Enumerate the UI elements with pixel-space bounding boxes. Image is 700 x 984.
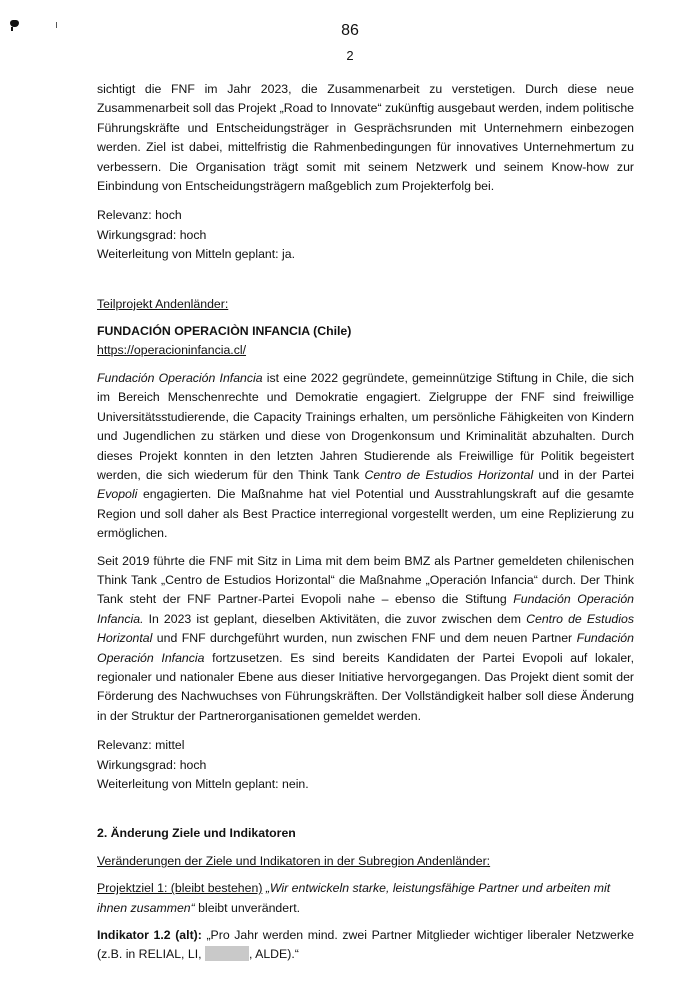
document-body — [97, 80, 634, 965]
indikator-paragraph — [97, 926, 634, 965]
text-run-italic: Fundación Operación Infancia — [97, 631, 634, 665]
page-number: 86 — [341, 22, 359, 39]
section-subheading: Veränderungen der Ziele und Indikatoren in der Subregion Andenländer: — [97, 853, 491, 868]
text-run: Seit 2019 führte die FNF mit Sitz in Lima mit dem beim BMZ als Partner gemeldeten chilenischen Think Tank „Centro de Estudios Horizontal“ die Maßnahme „Operación Infancia“ durch. Der Think Tank steht der FNF Partner-Partei Evopoli nahe – ebenso die Stiftung — [97, 553, 634, 607]
section-heading: 2. Änderung Ziele und Indikatoren — [97, 826, 296, 841]
org-name-italic: Fundación Operación Infancia — [97, 370, 263, 385]
indikator-text-end: , ALDE).“ — [248, 947, 299, 962]
teilprojekt-weiterleitung: Weiterleitung von Mitteln geplant: nein. — [97, 777, 309, 791]
teilprojekt-label: Teilprojekt Andenländer: — [97, 296, 229, 311]
text-run: engagierten. Die Maßnahme hat viel Potential und Ausstrahlungskraft auf die gesamte Region und soll daher als Best Practice interregional vorgestellt werden, um eine Replizierung zu ermöglichen. — [97, 487, 634, 541]
text-run: ist eine 2022 gegründete, gemeinnützige Stiftung in Chile, die sich im Bereich Menschenrechte und Demokratie engagiert. Zielgruppe der FNF sind freiwillige Universitätsstudierende, die Capacity Trainings erhalten, um persönliche Fähigkeiten von Kindern und Jugendlichen zu stärken und diese von Drogenkonsum und Kriminalität abzuhalten. Durch dieses Projekt konnten in den letzten Jahren Studierende als Freiwillige für Politik begeistert werden, die sich wiederum für den Think Tank — [97, 370, 634, 482]
page-subnumber: 2 — [346, 48, 354, 63]
text-run: und FNF durchgeführt wurden, nun zwischen FNF und dem neuen Partner — [152, 631, 577, 646]
projektziel-paragraph — [97, 879, 634, 918]
projektziel-tail: bleibt unverändert. — [194, 900, 301, 915]
org-url-link[interactable]: https://operacioninfancia.cl/ — [97, 343, 247, 358]
text-run: fortzusetzen. Es sind bereits Kandidaten der Partei Evopoli auf lokaler, regionaler und nationaler Ebene aus dieser Initiative hervorgegangen. Das Projekt dient somit der Förderung des Nachwuchses von Führungskräften. Der Vollständigkeit halber soll diese Änderung in der Struktur der Partnerorganisationen gemeldet werden. — [97, 650, 634, 723]
intro-wirkungsgrad: Wirkungsgrad: hoch — [97, 227, 207, 242]
redaction-box — [205, 946, 249, 961]
teilprojekt-wirkungsgrad: Wirkungsgrad: hoch — [97, 757, 207, 772]
text-run-italic: Evopoli — [97, 487, 138, 502]
text-run: In 2023 ist geplant, dieselben Aktivitäten, die zuvor zwischen dem — [143, 611, 527, 626]
indikator-text: „Pro Jahr werden mind. zwei Partner Mitglieder wichtiger liberaler Netzwerke (z.B. in RELIAL, LI, — [97, 928, 634, 962]
intro-relevanz: Relevanz: hoch — [97, 208, 182, 223]
indikator-label: Indikator 1.2 (alt): — [97, 928, 202, 943]
org-description-paragraph — [97, 369, 634, 544]
text-run: und in der Partei — [533, 467, 634, 482]
intro-paragraph: sichtigt die FNF im Jahr 2023, die Zusammenarbeit zu verstetigen. Durch diese neue Zusammenarbeit soll das Projekt „Road to Innovate“ zukünftig ausgebaut werden, indem politische Führungskräfte und Entscheidungsträger in Gesprächsrunden mit Unternehmern einbezogen werden. Ziel ist dabei, mittelfristig die Rahmenbedingungen für innovatives Unternehmertum zu verbessern. Die Organisation trägt somit mit seinem Netzwerk und seinem Know-how zur Einbindung von Entscheidungsträgern maßgeblich zum Projekterfolg bei. — [97, 82, 634, 194]
text-run-italic: Fundación Operación Infancia. — [97, 592, 634, 626]
partner-change-paragraph — [97, 552, 634, 727]
teilprojekt-relevanz: Relevanz: mittel — [97, 738, 185, 753]
text-run-italic: Centro de Estudios Horizontal — [97, 611, 634, 646]
projektziel-label: Projektziel 1: (bleibt bestehen) — [97, 881, 263, 896]
projektziel-quote: „Wir entwickeln starke, leistungsfähige Partner und arbeiten mit ihnen zusammen“ — [97, 881, 611, 915]
intro-weiterleitung: Weiterleitung von Mitteln geplant: ja. — [97, 247, 295, 262]
text-run-italic: Centro de Estudios Horizontal — [364, 467, 534, 482]
org-name: FUNDACIÓN OPERACIÒN INFANCIA (Chile) — [97, 324, 352, 339]
